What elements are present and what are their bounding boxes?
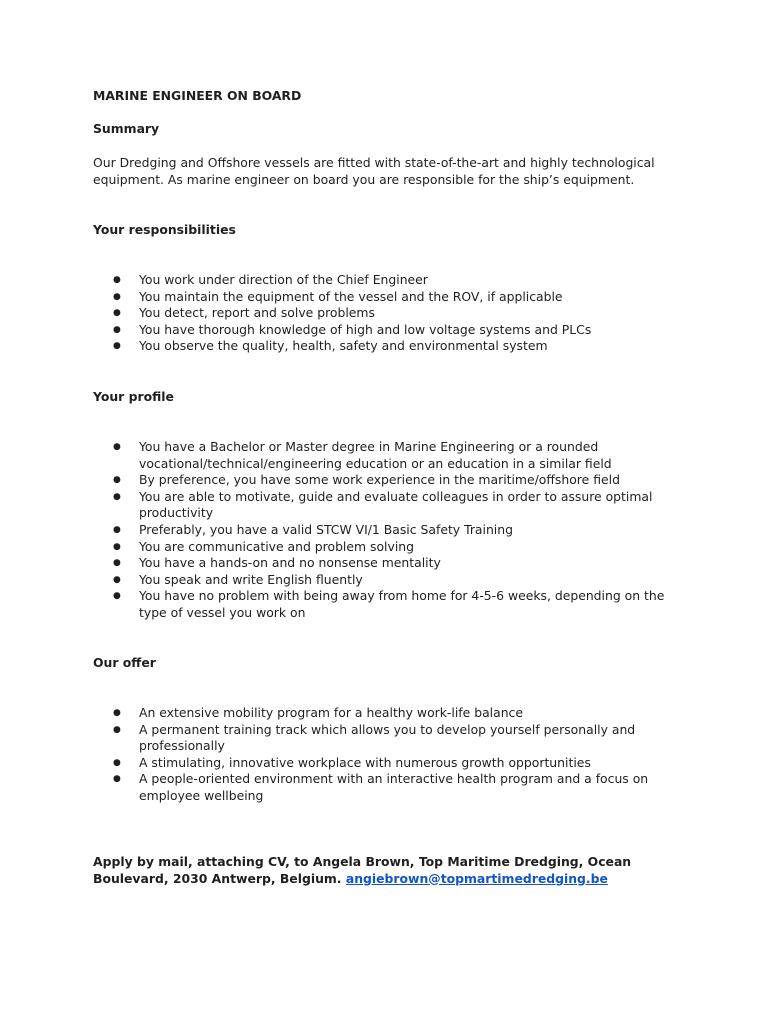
- list-item-text: You are communicative and problem solving: [139, 538, 414, 554]
- list-item: [93, 555, 683, 572]
- bullet-icon: ●: [113, 308, 121, 319]
- bullet-icon: ●: [113, 774, 121, 785]
- document-title: MARINE ENGINEER ON BOARD: [93, 88, 302, 103]
- list-item: [93, 522, 683, 539]
- bullet-icon: ●: [113, 574, 121, 585]
- responsibilities-list: [93, 272, 683, 355]
- list-item-text: You maintain the equipment of the vessel and the ROV, if applicable: [139, 288, 563, 304]
- list-item-text: You are able to motivate, guide and evaluate colleagues in order to assure optimal productivity: [139, 488, 653, 521]
- list-item: [93, 289, 683, 306]
- apply-paragraph: [93, 854, 683, 888]
- list-item-text: A permanent training track which allows you to develop yourself personally and professionally: [139, 721, 636, 754]
- bullet-icon: ●: [113, 558, 121, 569]
- bullet-icon: ●: [113, 291, 121, 302]
- list-item: [93, 539, 683, 556]
- bullet-icon: ●: [113, 757, 121, 768]
- bullet-icon: ●: [113, 708, 121, 718]
- bullet-icon: ●: [113, 275, 121, 285]
- responsibilities-heading: Your responsibilities: [93, 222, 236, 237]
- list-item: [93, 722, 683, 755]
- list-item-text: An extensive mobility program for a healthy work-life balance: [139, 705, 523, 720]
- bullet-icon: ●: [113, 324, 121, 335]
- list-item-text: You have a Bachelor or Master degree in Marine Engineering or a rounded vocational/technical/engineering education or an education in a similar field: [139, 439, 612, 471]
- list-item-text: Preferably, you have a valid STCW VI/1 Basic Safety Training: [139, 521, 513, 537]
- profile-list: [93, 439, 683, 622]
- list-item: [93, 272, 683, 289]
- profile-heading: Your profile: [93, 389, 174, 404]
- list-item-text: You detect, report and solve problems: [139, 305, 375, 321]
- list-item-text: You work under direction of the Chief Engineer: [139, 272, 428, 287]
- offer-list: [93, 705, 683, 805]
- list-item-text: A stimulating, innovative workplace with numerous growth opportunities: [139, 754, 591, 770]
- bullet-icon: ●: [113, 475, 121, 486]
- bullet-icon: ●: [113, 491, 121, 502]
- list-item-text: By preference, you have some work experience in the maritime/offshore field: [139, 472, 620, 488]
- bullet-icon: ●: [113, 442, 121, 452]
- offer-heading: Our offer: [93, 655, 156, 670]
- list-item: [93, 771, 683, 804]
- apply-email-link[interactable]: angiebrown@topmartimedredging.be: [345, 870, 608, 886]
- list-item: [93, 472, 683, 489]
- list-item-text: A people-oriented environment with an interactive health program and a focus on employee wellbeing: [139, 771, 649, 803]
- summary-heading: Summary: [93, 121, 160, 136]
- list-item: [93, 572, 683, 589]
- list-item-text: You speak and write English fluently: [139, 571, 363, 587]
- list-item-text: You have thorough knowledge of high and low voltage systems and PLCs: [139, 321, 592, 337]
- list-item: [93, 755, 683, 772]
- apply-text: Apply by mail, attaching CV, to Angela Brown, Top Maritime Dredging, Ocean Boulevard, 2030 Antwerp, Belgium.: [93, 854, 632, 886]
- bullet-icon: ●: [113, 541, 121, 552]
- bullet-icon: ●: [113, 591, 121, 602]
- list-item: [93, 489, 683, 522]
- list-item-text: You observe the quality, health, safety and environmental system: [139, 338, 548, 354]
- list-item: [93, 305, 683, 322]
- list-item: [93, 322, 683, 339]
- list-item: [93, 439, 683, 472]
- list-item: [93, 588, 683, 621]
- list-item: [93, 338, 683, 355]
- bullet-icon: ●: [113, 524, 121, 535]
- list-item-text: You have no problem with being away from home for 4-5-6 weeks, depending on the type of vessel you work on: [139, 588, 665, 620]
- summary-text: Our Dredging and Offshore vessels are fitted with state-of-the-art and highly technological equipment. As marine engineer on board you are responsible for the ship’s equipment.: [93, 155, 655, 187]
- list-item: [93, 705, 683, 722]
- list-item-text: You have a hands-on and no nonsense mentality: [139, 555, 441, 571]
- bullet-icon: ●: [113, 341, 121, 352]
- bullet-icon: ●: [113, 724, 121, 735]
